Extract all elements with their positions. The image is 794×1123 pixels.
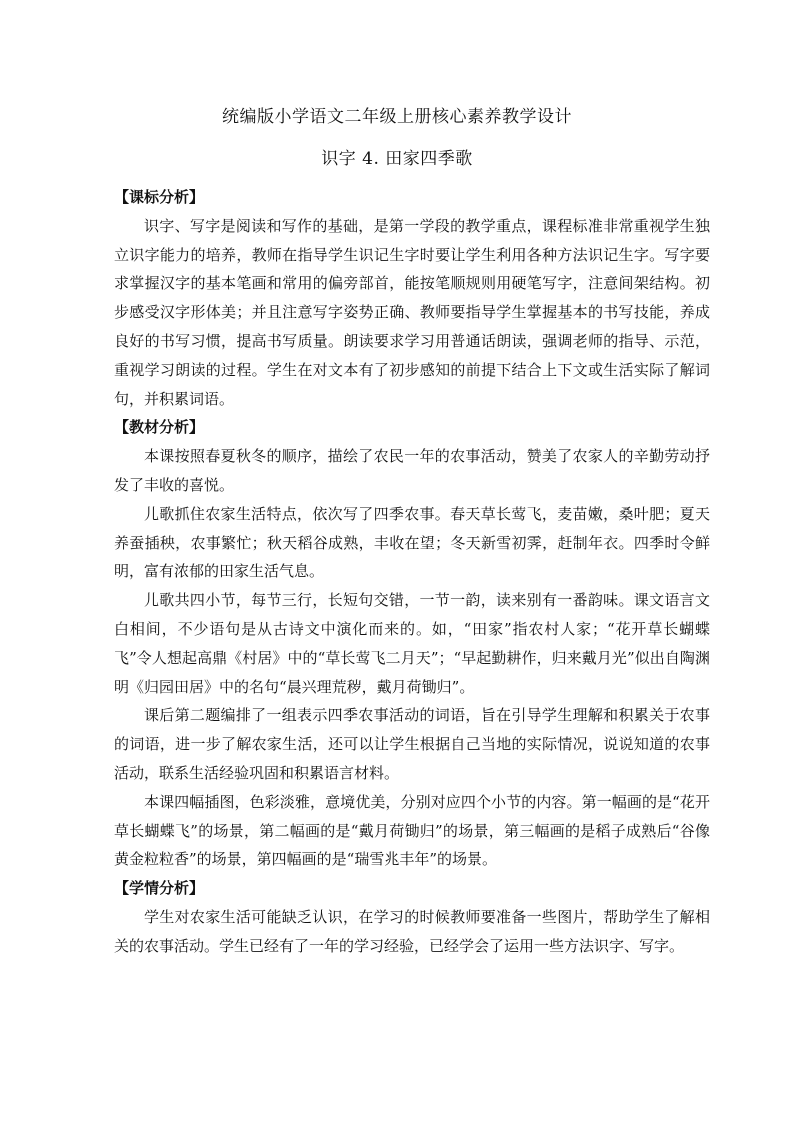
paragraph: 本课四幅插图，色彩淡雅，意境优美，分别对应四个小节的内容。第一幅画的是“花开草长蝴蝶飞”的场景，第二幅画的是“戴月荷锄归”的场景，第三幅画的是稻子成熟后“谷像黄金粒粒香”的场景，第四幅画的是“瑞雪兆丰年”的场景。 [114,792,710,869]
document-title: 统编版小学语文二年级上册核心素养教学设计 [222,107,572,127]
section-heading: 【课标分析】 [114,188,205,206]
lesson-title: 识字 4. 田家四季歌 [321,149,473,169]
paragraph: 课后第二题编排了一组表示四季农事活动的词语，旨在引导学生理解和积累关于农事的词语，进一步了解农家生活，还可以让学生根据自己当地的实际情况，说说知道的农事活动，联系生活经验巩固和积累语言材料。 [114,706,710,782]
paragraph: 儿歌抓住农家生活特点，依次写了四季农事。春天草长莺飞，麦苗嫩，桑叶肥；夏天养蚕插秧，农事繁忙；秋天稻谷成熟，丰收在望；冬天新雪初霁，赶制年衣。四季时令鲜明，富有浓郁的田家生活气息。 [114,504,710,581]
section-heading: 【学情分析】 [114,879,205,898]
section-textbook-analysis [114,413,710,874]
paragraph: 学生对农家生活可能缺乏认识，在学习的时候教师要准备一些图片，帮助学生了解相关的农事活动。学生已经有了一年的学习经验，已经学会了运用一些方法识字、写字。 [114,907,710,955]
section-learner-analysis [114,874,710,960]
paragraph: 本课按照春夏秋冬的顺序，描绘了农民一年的农事活动，赞美了农家人的辛勤劳动抒发了丰收的喜悦。 [114,447,710,494]
section-heading: 【教材分析】 [114,418,205,437]
document-body [114,183,710,961]
section-curriculum-analysis [114,183,710,413]
paragraph: 儿歌共四小节，每节三行，长短句交错，一节一韵，读来别有一番韵味。课文语言文白相间，不少语句是从古诗文中演化而来的。如，“田家”指农村人家；“花开草长蝴蝶飞”令人想起高鼎《村居》中的“草长莺飞二月天”；“早起勤耕作，归来戴月光”似出自陶渊明《归园田居》中的名句“晨兴理荒秽，戴月荷锄归”。 [114,591,710,696]
paragraph: 识字、写字是阅读和写作的基础，是第一学段的教学重点，课程标准非常重视学生独立识字能力的培养，教师在指导学生识记生字时要让学生利用各种方法识记生字。写字要求掌握汉字的基本笔画和常用的偏旁部首，能按笔顺规则用硬笔写字，注意间架结构。初步感受汉字形体美；并且注意写字姿势正确、教师要指导学生掌握基本的书写技能，养成良好的书写习惯，提高书写质量。朗读要求学习用普通话朗读，强调老师的指导、示范，重视学习朗读的过程。学生在对文本有了初步感知的前提下结合上下文或生活实际了解词句，并积累词语。 [114,216,710,408]
